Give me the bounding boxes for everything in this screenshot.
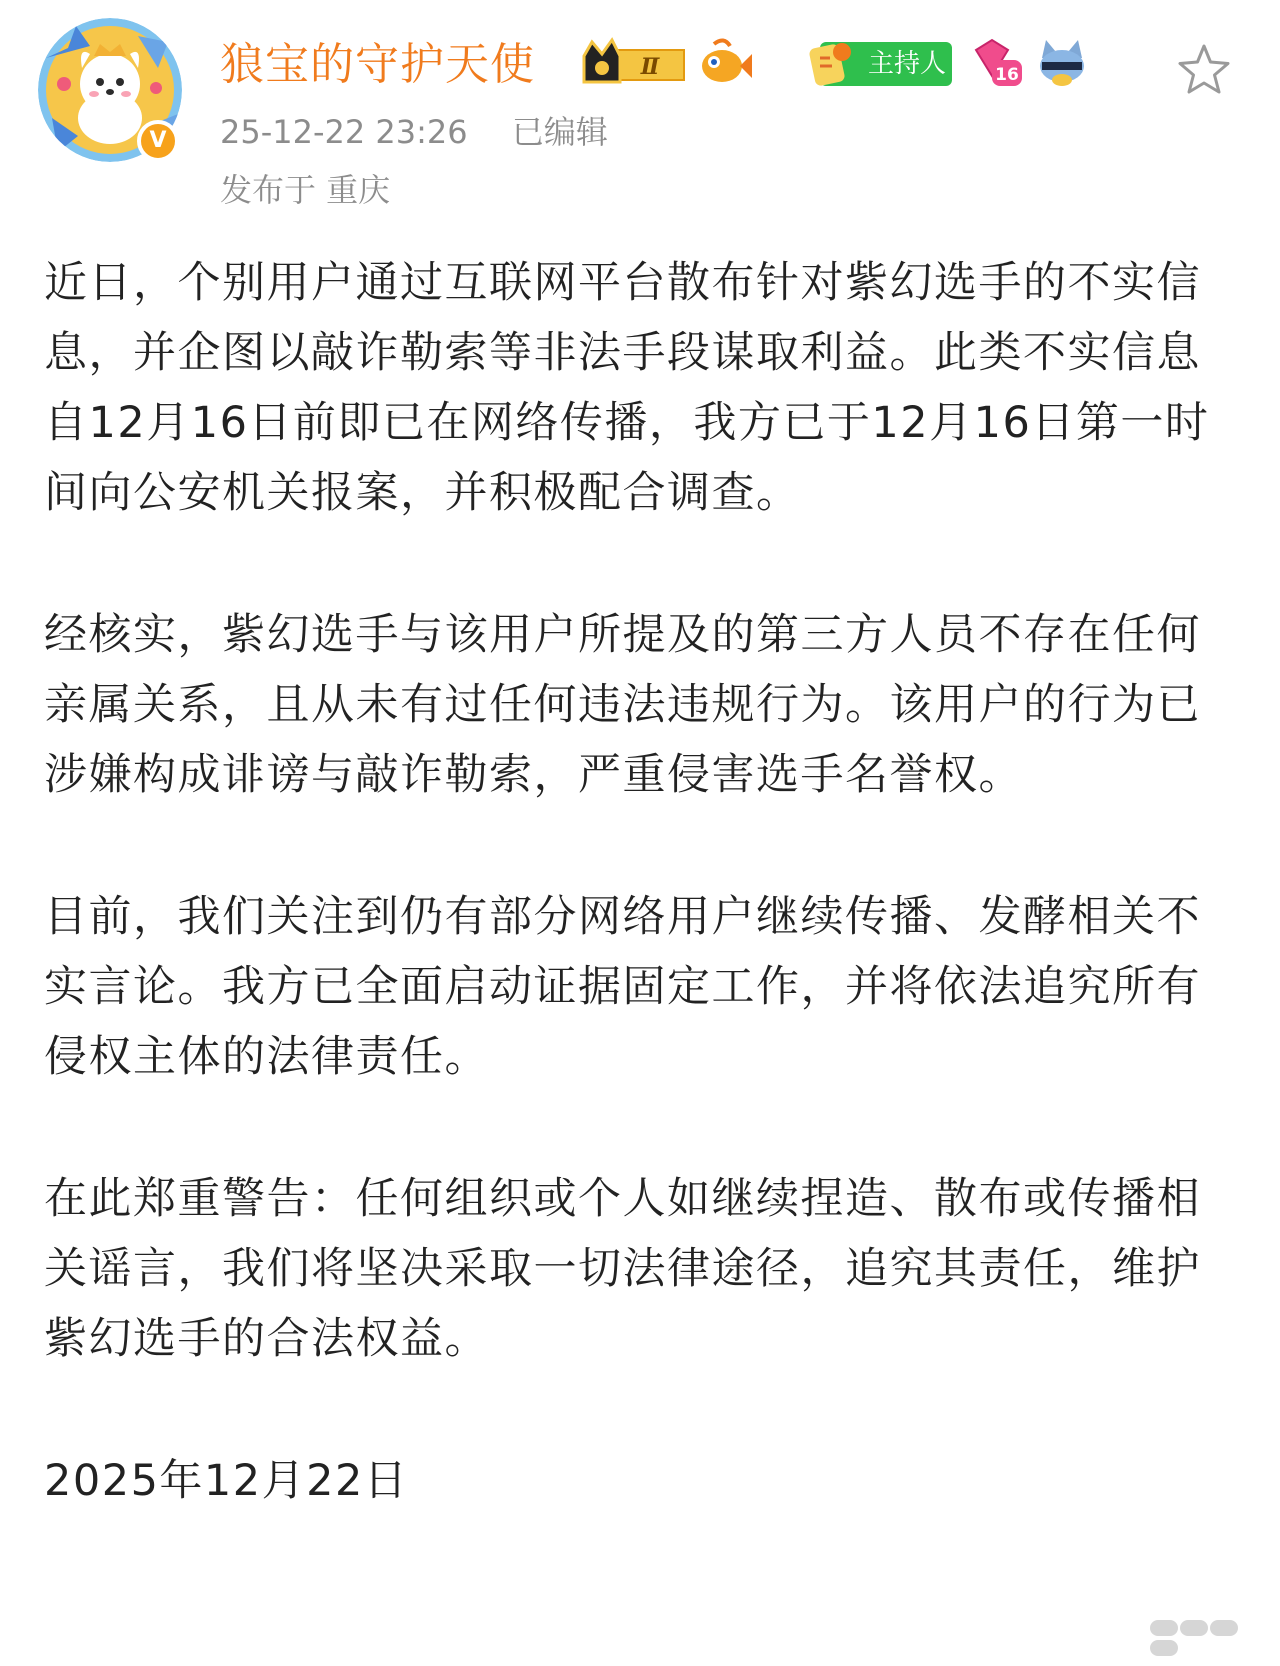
post-timestamp: 25-12-22 23:26: [220, 113, 468, 151]
post-paragraph: 经核实，紫幻选手与该用户所提及的第三方人员不存在任何亲属关系，且从未有过任何违法违规行为。该用户的行为已涉嫌构成诽谤与敲诈勒索，严重侵害选手名誉权。: [44, 610, 1201, 800]
star-outline-icon: [1176, 42, 1232, 98]
host-badge-label: 主持人: [867, 49, 946, 79]
post-header: [0, 0, 1280, 220]
post-paragraph: 目前，我们关注到仍有部分网络用户继续传播、发酵相关不实言论。我方已全面启动证据固定工作，并将依法追究所有侵权主体的法律责任。: [44, 892, 1201, 1082]
loading-dot: [1150, 1620, 1178, 1636]
host-badge[interactable]: [820, 42, 952, 86]
loading-dot: [1180, 1620, 1208, 1636]
host-badge-icon: [806, 36, 858, 92]
level-badge-text: Ⅱ: [640, 54, 660, 80]
loading-indicator: [1150, 1620, 1268, 1640]
crown-level-icon[interactable]: [580, 36, 690, 92]
post-body: [44, 248, 1234, 1516]
loading-dot: [1210, 1620, 1238, 1636]
post-paragraph: 近日，个别用户通过互联网平台散布针对紫幻选手的不实信息，并企图以敲诈勒索等非法手段谋取利益。此类不实信息自12月16日前即已在网络传播，我方已于12月16日第一时间向公安机关报案，并积极配合调查。: [44, 258, 1210, 518]
post-paragraph: 在此郑重警告：任何组织或个人如继续捏造、散布或传播相关谣言，我们将坚决采取一切法律途径，追究其责任，维护紫幻选手的合法权益。: [44, 1174, 1201, 1364]
favorite-button[interactable]: [1176, 42, 1232, 98]
post-meta: [220, 112, 608, 152]
username[interactable]: 狼宝的守护天使: [220, 39, 535, 90]
cat-icon[interactable]: [1036, 36, 1088, 92]
post-date: 2025年12月22日: [44, 1456, 409, 1506]
diamond-fan-icon[interactable]: [968, 36, 1028, 92]
post-location: 发布于 重庆: [220, 171, 391, 209]
verified-badge: V: [137, 120, 179, 162]
edited-label[interactable]: 已编辑: [511, 113, 608, 151]
loading-dot: [1150, 1640, 1178, 1656]
fish-icon[interactable]: [696, 36, 752, 92]
fan-level-text: 16: [995, 65, 1019, 85]
